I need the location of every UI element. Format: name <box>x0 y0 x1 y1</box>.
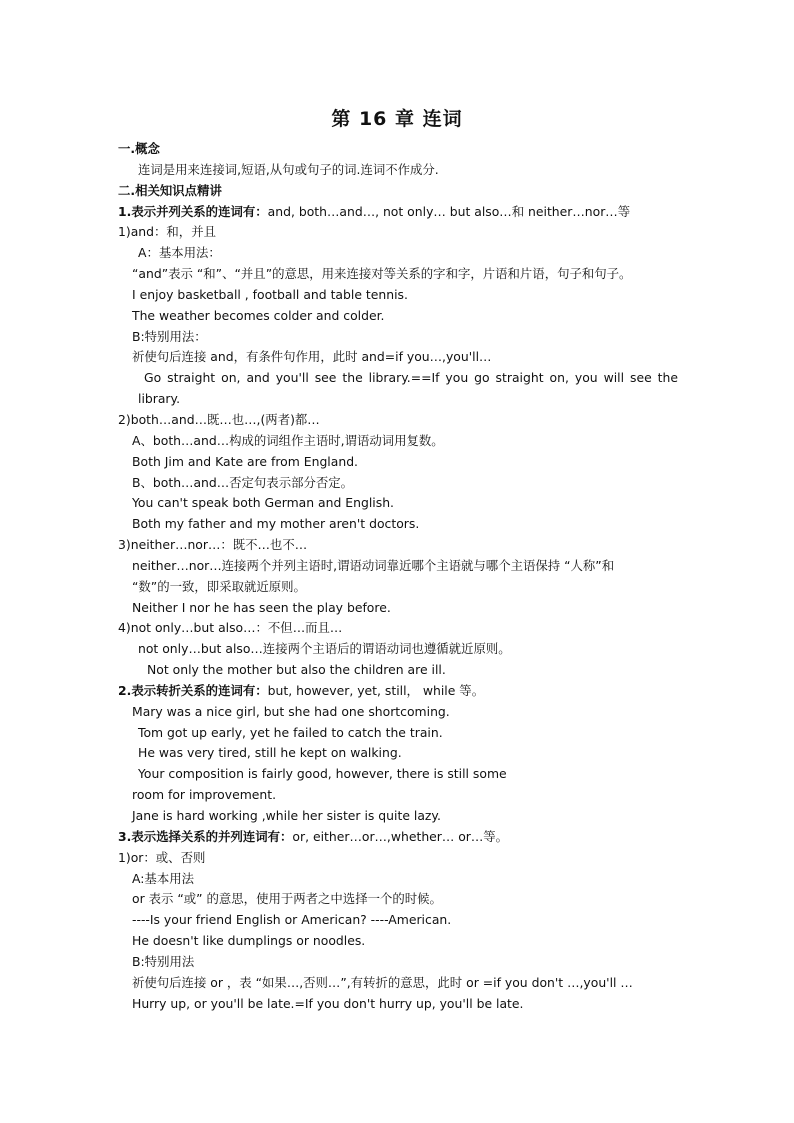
document-body <box>118 139 678 1014</box>
text-line: 连词是用来连接词,短语,从句或句子的词.连词不作成分. <box>138 161 439 177</box>
text-line: “and”表示 “和”、“并且”的意思，用来连接对等关系的字和字，片语和片语，句子和句子。 <box>132 266 632 282</box>
text-line: library. <box>138 391 181 407</box>
text-line: Both my father and my mother aren't doctors. <box>132 516 420 532</box>
text-line: 一.概念 <box>118 141 160 156</box>
text-line: A:基本用法 <box>132 870 194 886</box>
text-line: A、both…and…构成的词组作主语时,谓语动词用复数。 <box>132 432 444 448</box>
section-heading-rest: but, however, yet, still， while 等。 <box>267 682 485 698</box>
text-line: B:特别用法： <box>132 328 207 344</box>
text-line: 1)or：或、否则 <box>118 849 206 865</box>
text-line: 1)and：和，并且 <box>118 224 216 240</box>
text-line: room for improvement. <box>132 787 277 803</box>
text-line: Go straight on, and you'll see the library.==If you go straight on, you will see the <box>144 370 678 386</box>
section-heading-rest: or, either…or…,whether… or…等。 <box>292 828 509 844</box>
text-line: Mary was a nice girl, but she had one shortcoming. <box>132 703 450 719</box>
text-line: 3)neither…nor…：既不…也不… <box>118 537 308 553</box>
text-line: 二.相关知识点精讲 <box>118 182 222 198</box>
text-line: I enjoy basketball , football and table tennis. <box>132 286 408 302</box>
text-line: The weather becomes colder and colder. <box>132 307 385 323</box>
text-line: not only…but also…连接两个主语后的谓语动词也遵循就近原则。 <box>138 641 511 657</box>
text-line: 祈使句后连接 or ，表 “如果…,否则…”,有转折的意思，此时 or =if you don't …,you'll … <box>132 974 633 990</box>
text-line: 祈使句后连接 and，有条件句作用，此时 and=if you…,you'll… <box>132 349 492 365</box>
text-line <box>118 827 678 848</box>
text-line <box>118 202 678 223</box>
section-heading: 3.表示选择关系的并列连词有： <box>118 828 293 844</box>
text-line: Both Jim and Kate are from England. <box>132 453 358 469</box>
page-title: 第 16 章 连词 <box>331 108 463 130</box>
text-line: Not only the mother but also the children are ill. <box>147 662 446 678</box>
text-line: 4)not only…but also…：不但…而且… <box>118 620 343 636</box>
text-line: B、both…and…否定句表示部分否定。 <box>132 474 354 490</box>
text-line: You can't speak both German and English. <box>132 495 394 511</box>
section-heading-rest: and, both…and…, not only… but also…和 neither…nor…等 <box>267 203 631 219</box>
section-heading: 2.表示转折关系的连词有： <box>118 682 268 698</box>
text-line: Tom got up early, yet he failed to catch the train. <box>138 724 443 740</box>
text-line: Your composition is fairly good, however, there is still some <box>138 766 507 782</box>
text-line: neither…nor…连接两个并列主语时,谓语动词靠近哪个主语就与哪个主语保持 “人称”和 <box>132 557 615 573</box>
text-line: A：基本用法： <box>138 245 221 261</box>
text-line: Neither I nor he has seen the play before. <box>132 599 391 615</box>
text-line: ----Is your friend English or American? ----American. <box>132 912 452 928</box>
text-line: Jane is hard working ,while her sister is quite lazy. <box>132 808 441 823</box>
text-line: “数”的一致，即采取就近原则。 <box>132 578 306 594</box>
text-line <box>118 681 678 702</box>
text-line: He was very tired, still he kept on walking. <box>138 745 402 761</box>
text-line: or 表示 “或” 的意思，使用于两者之中选择一个的时候。 <box>132 891 442 907</box>
section-heading: 1.表示并列关系的连词有： <box>118 203 268 219</box>
text-line: B:特别用法 <box>132 953 195 969</box>
text-line: 2)both…and…既…也…,(两者)都… <box>118 411 320 427</box>
text-line: Hurry up, or you'll be late.=If you don't hurry up, you'll be late. <box>132 995 524 1011</box>
text-line: He doesn't like dumplings or noodles. <box>132 933 366 949</box>
